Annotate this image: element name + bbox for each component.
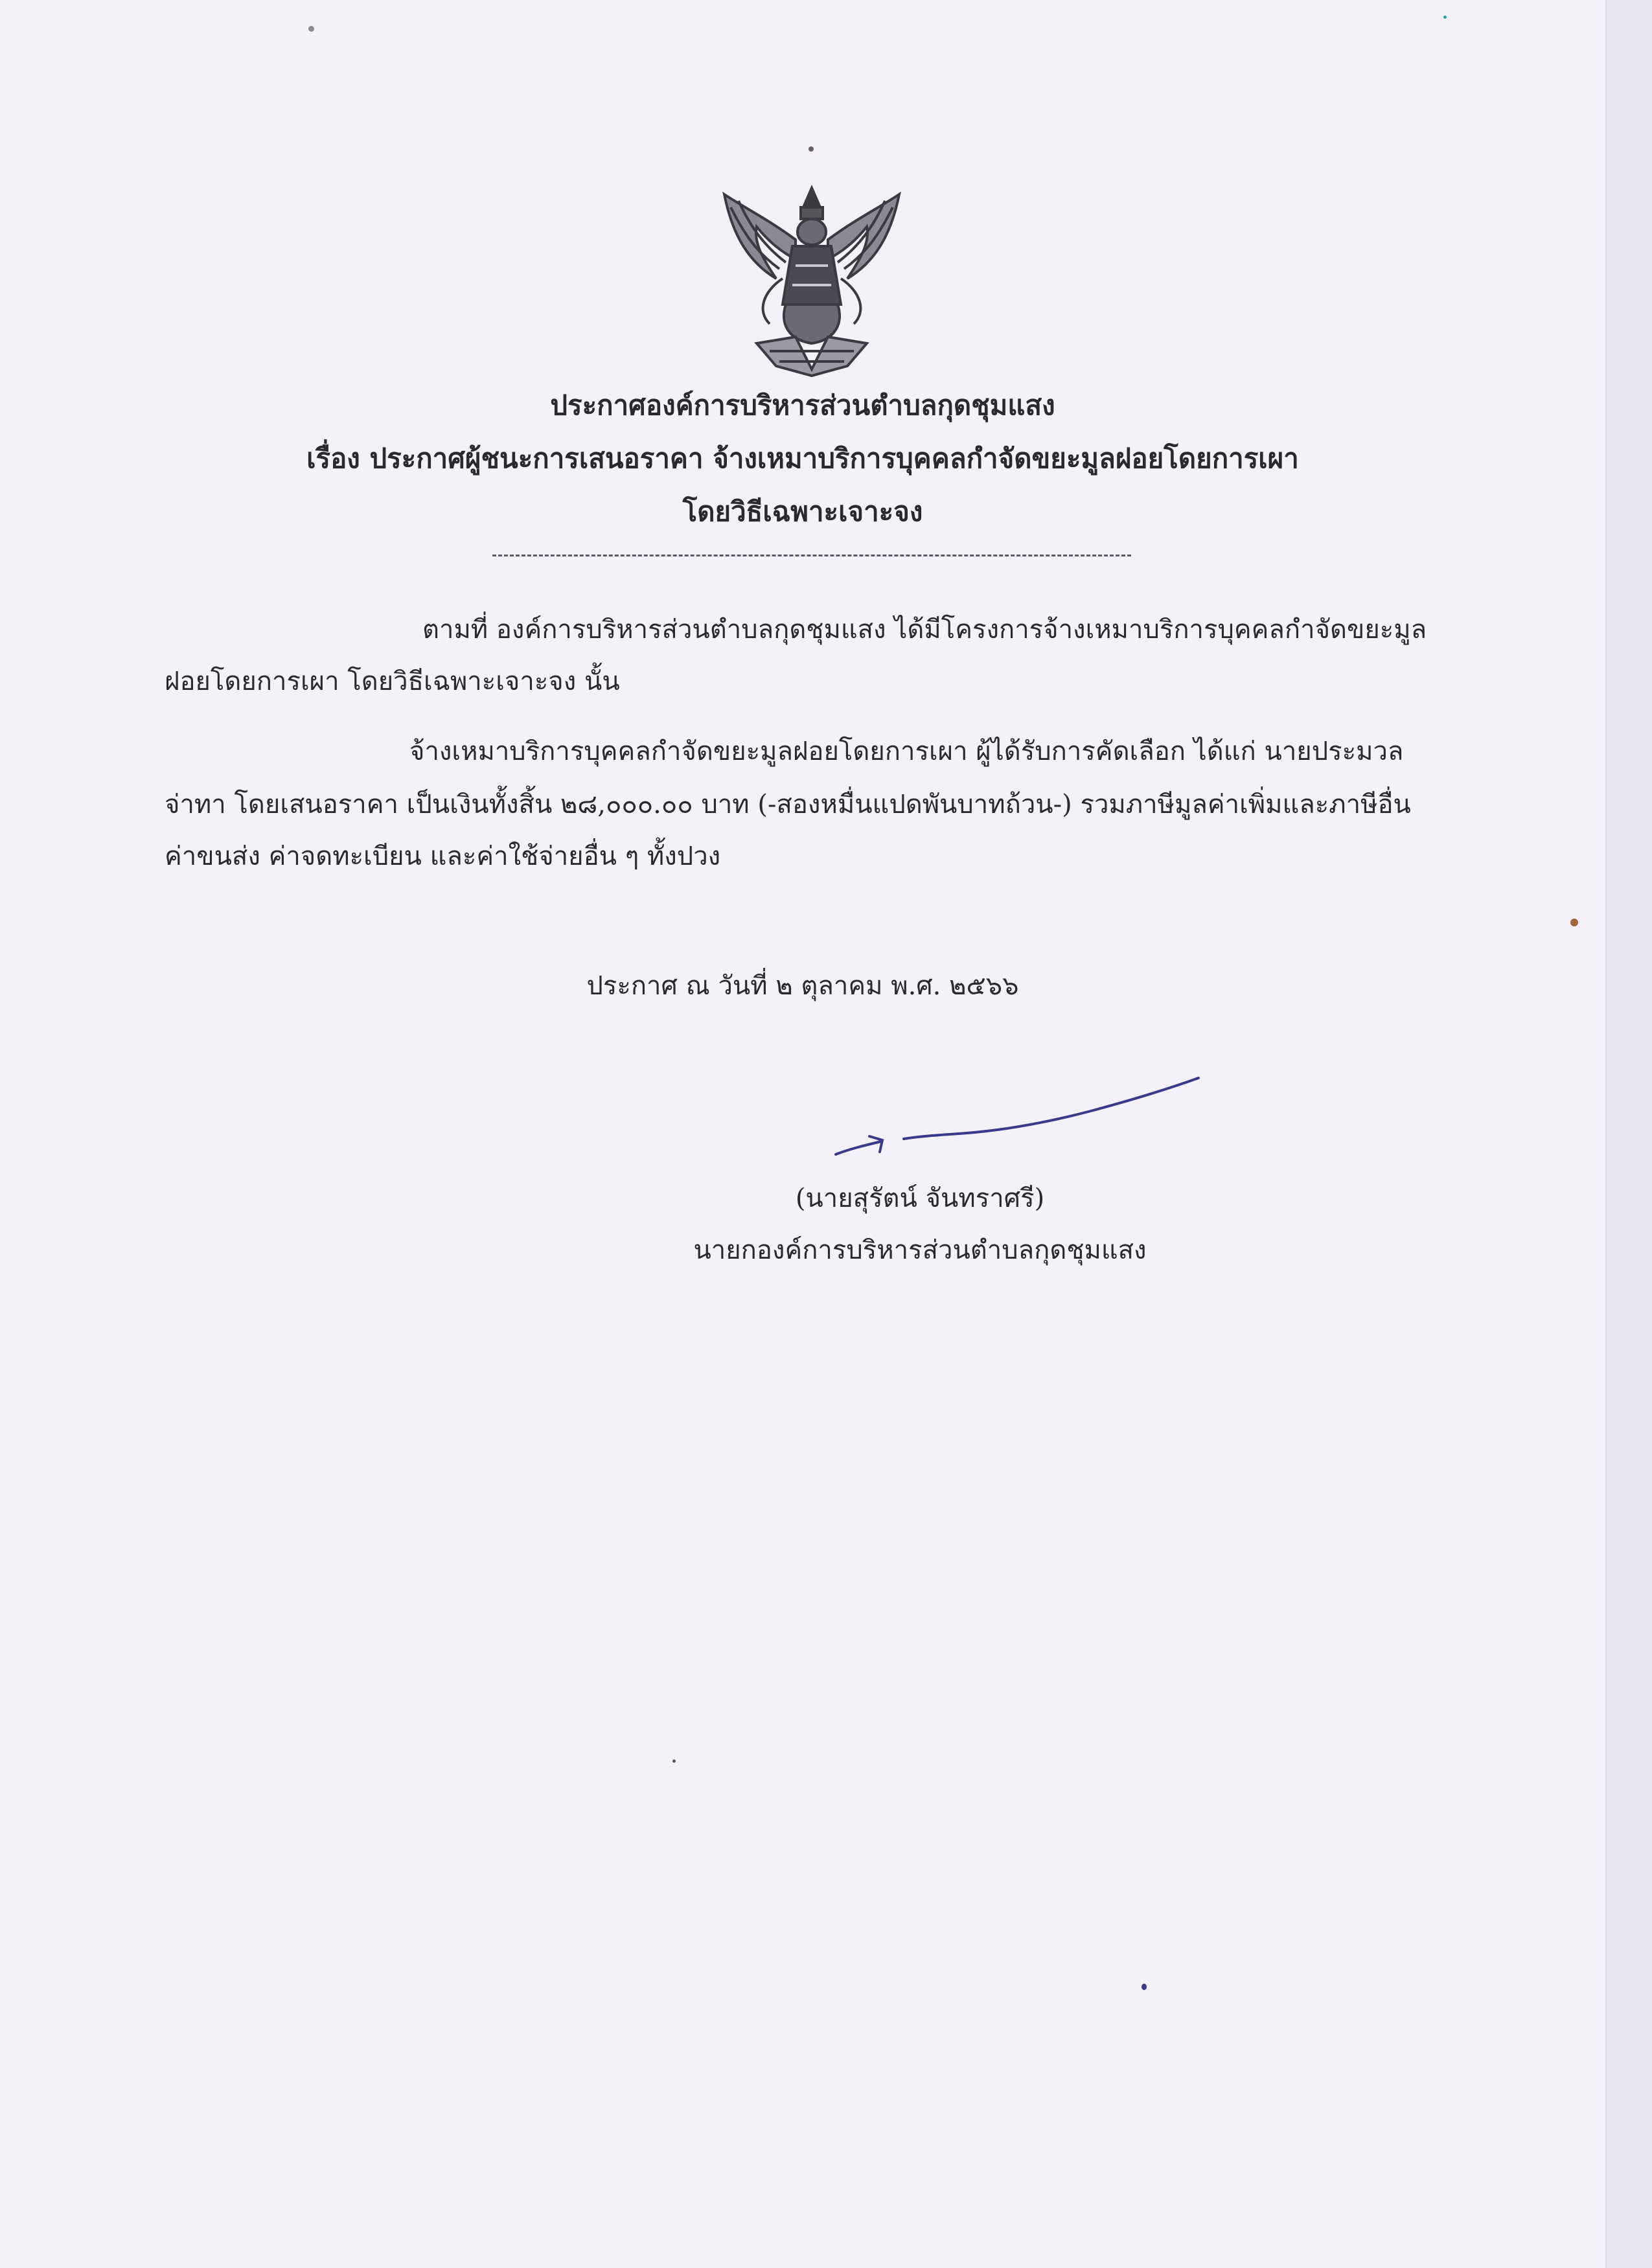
handwritten-signature-icon <box>829 1069 1205 1166</box>
garuda-emblem-icon <box>718 181 906 382</box>
announcement-subject: เรื่อง ประกาศผู้ชนะการเสนอราคา จ้างเหมาบริการบุคคลกำจัดขยะมูลฝอยโดยการเผา <box>306 442 1299 474</box>
signer-name: (นายสุรัตน์ จันทราศรี) <box>795 1184 1045 1213</box>
paragraph-1-line-1: ตามที่ องค์การบริหารส่วนตำบลกุดชุมแสง ได้มีโครงการจ้างเหมาบริการบุคคลกำจัดขยะมูล <box>422 615 1427 645</box>
paper-speck <box>1443 16 1447 19</box>
paragraph-2-line-3: ค่าขนส่ง ค่าจดทะเบียน และค่าใช้จ่ายอื่น ๆ ทั้งปวง <box>165 842 721 871</box>
paper-speck <box>1141 1984 1147 1990</box>
title-separator <box>492 555 1131 556</box>
paragraph-2-line-2: จ่าทา โดยเสนอราคา เป็นเงินทั้งสิ้น ๒๘,๐๐๐.๐๐ บาท (-สองหมื่นแปดพันบาทถ้วน-) รวมภาษีมูลค่าเพิ่มและภาษีอื่น <box>165 790 1411 819</box>
paragraph-1-line-2: ฝอยโดยการเผา โดยวิธีเฉพาะเจาะจง นั้น <box>165 667 620 696</box>
paper-speck <box>308 26 314 32</box>
paper-speck <box>672 1759 676 1763</box>
paper-speck <box>1570 919 1578 926</box>
announcement-date: ประกาศ ณ วันที่ ๒ ตุลาคม พ.ศ. ๒๕๖๖ <box>586 971 1019 1001</box>
page-edge <box>1605 0 1652 2268</box>
signer-title: นายกองค์การบริหารส่วนตำบลกุดชุมแสง <box>693 1235 1147 1265</box>
paper-speck <box>809 146 814 152</box>
paragraph-2-line-1: จ้างเหมาบริการบุคคลกำจัดขยะมูลฝอยโดยการเผา ผู้ได้รับการคัดเลือก ได้แก่ นายประมวล <box>409 737 1404 766</box>
announcement-method: โดยวิธีเฉพาะเจาะจง <box>682 496 923 527</box>
announcement-title: ประกาศองค์การบริหารส่วนตำบลกุดชุมแสง <box>550 389 1055 421</box>
